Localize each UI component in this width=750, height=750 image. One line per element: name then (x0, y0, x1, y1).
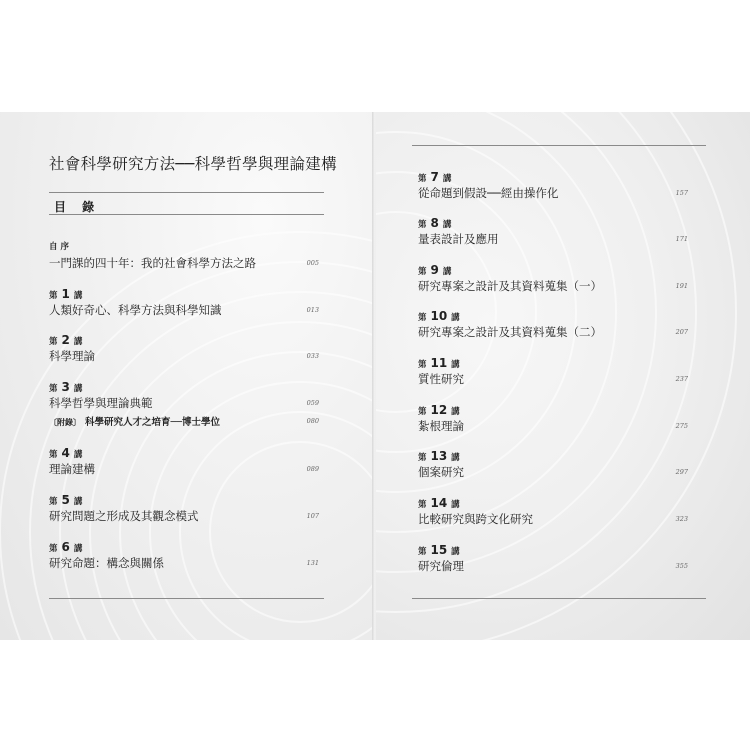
bottom-divider-right (412, 598, 706, 599)
toc-entry-lecture-9[interactable] (418, 263, 688, 295)
toc-row[interactable] (49, 301, 319, 319)
lecture-prefix: 第 (418, 407, 427, 417)
lecture-label (418, 356, 688, 370)
toc-entry-lecture-13[interactable] (418, 449, 688, 481)
lecture-prefix: 第 (49, 497, 58, 507)
toc-row-page: 323 (675, 515, 688, 523)
toc-entry-lecture-7[interactable] (418, 170, 688, 202)
lecture-label (418, 170, 688, 184)
toc-row[interactable] (49, 507, 319, 525)
toc-row[interactable] (418, 463, 688, 481)
book-title: 社會科學研究方法──科學哲學與理論建構 (49, 155, 337, 173)
lecture-suffix: 講 (451, 453, 460, 463)
lecture-number: 13 (430, 449, 448, 463)
lecture-label (49, 380, 319, 394)
toc-row-title: 研究問題之形成及其觀念模式 (49, 509, 199, 523)
lecture-label (418, 216, 688, 230)
lecture-prefix: 第 (418, 453, 427, 463)
toc-row-page: 297 (675, 468, 688, 476)
toc-row[interactable] (49, 254, 319, 272)
lecture-suffix: 講 (451, 500, 460, 510)
toc-row-page: 355 (675, 562, 688, 570)
toc-row-title: 一門課的四十年：我的社會科學方法之路 (49, 256, 256, 270)
toc-entry-lecture-10[interactable] (418, 309, 688, 341)
toc-entry-lecture-4[interactable] (49, 446, 319, 478)
lecture-suffix: 講 (442, 174, 452, 184)
toc-row-page: 059 (306, 399, 319, 407)
left-page (0, 112, 374, 640)
lecture-number: 11 (430, 356, 448, 370)
toc-row[interactable] (418, 370, 688, 388)
lecture-prefix: 第 (49, 450, 58, 460)
lecture-number: 5 (61, 493, 70, 507)
lecture-suffix: 講 (451, 313, 460, 323)
book-spread (0, 112, 750, 640)
toc-entry-lecture-14[interactable] (418, 496, 688, 528)
toc-row[interactable] (49, 347, 319, 365)
lecture-prefix: 第 (418, 174, 427, 184)
lecture-prefix: 第 (418, 360, 427, 370)
lecture-number: 15 (430, 543, 448, 557)
lecture-label (49, 333, 319, 347)
toc-entry-lecture-8[interactable] (418, 216, 688, 248)
lecture-prefix: 第 (49, 291, 58, 301)
lecture-prefix: 第 (49, 384, 58, 394)
lecture-number: 3 (61, 380, 70, 394)
toc-row[interactable] (418, 323, 688, 341)
lecture-number: 6 (61, 540, 70, 554)
lecture-suffix: 講 (73, 450, 83, 460)
lecture-suffix: 講 (451, 407, 460, 417)
toc-entry-lecture-2[interactable] (49, 333, 319, 365)
toc-row-title: 紮根理論 (418, 419, 464, 433)
toc-row-title: 研究命題：構念與關係 (49, 556, 164, 570)
lecture-prefix: 第 (418, 500, 427, 510)
toc-entry-lecture-11[interactable] (418, 356, 688, 388)
lecture-number: 8 (430, 216, 439, 230)
lecture-number: 4 (61, 446, 70, 460)
toc-row-page: 157 (675, 189, 688, 197)
toc-entry-lecture-15[interactable] (418, 543, 688, 575)
toc-row-title: 理論建構 (49, 462, 95, 476)
lecture-number: 9 (430, 263, 439, 277)
toc-entry-lecture-6[interactable] (49, 540, 319, 572)
toc-row[interactable] (418, 557, 688, 575)
preface-label: 自 序 (49, 242, 69, 252)
appendix-title: 科學研究人才之培育──博士學位 (85, 417, 220, 428)
toc-row-title: 個案研究 (418, 465, 464, 479)
lecture-label (49, 446, 319, 460)
toc-row[interactable] (418, 510, 688, 528)
toc-row-page: 005 (306, 259, 319, 267)
title-divider (49, 192, 324, 193)
lecture-prefix: 第 (418, 547, 427, 557)
toc-row-page: 131 (306, 559, 319, 567)
toc-row-title: 研究專案之設計及其資料蒐集（一） (418, 279, 602, 293)
lecture-label (49, 540, 319, 554)
toc-row-page: 013 (306, 306, 319, 314)
toc-heading: 目 錄 (54, 200, 101, 214)
toc-row[interactable] (49, 460, 319, 478)
lecture-suffix: 講 (73, 291, 83, 301)
toc-entry-preface[interactable] (49, 240, 319, 272)
lecture-label (49, 493, 319, 507)
lecture-number: 2 (61, 333, 70, 347)
toc-row-title: 科學理論 (49, 349, 95, 363)
lecture-number: 7 (430, 170, 439, 184)
lecture-label (418, 403, 688, 417)
lecture-prefix: 第 (49, 544, 58, 554)
toc-row-title: 量表設計及應用 (418, 232, 499, 246)
lecture-number: 1 (61, 287, 70, 301)
toc-row[interactable] (49, 554, 319, 572)
lecture-suffix: 講 (73, 497, 83, 507)
toc-row-appendix[interactable] (49, 412, 319, 430)
toc-row-page: 107 (306, 512, 319, 520)
lecture-label (418, 496, 688, 510)
toc-row[interactable] (49, 394, 319, 412)
lecture-label (418, 263, 688, 277)
toc-row-title: 質性研究 (418, 372, 464, 386)
lecture-suffix: 講 (442, 220, 452, 230)
toc-row-page: 080 (306, 417, 319, 425)
toc-row-page: 033 (306, 352, 319, 360)
lecture-prefix: 第 (418, 267, 427, 277)
toc-row-page: 171 (675, 235, 688, 243)
lecture-suffix: 講 (73, 337, 83, 347)
toc-entry-lecture-5[interactable] (49, 493, 319, 525)
toc-row-title: 研究倫理 (418, 559, 464, 573)
lecture-number: 12 (430, 403, 448, 417)
lecture-prefix: 第 (418, 313, 427, 323)
toc-row-page: 089 (306, 465, 319, 473)
toc-row-page: 207 (675, 328, 688, 336)
lecture-suffix: 講 (451, 547, 460, 557)
toc-row[interactable] (418, 277, 688, 295)
toc-row-page: 275 (675, 422, 688, 430)
lecture-suffix: 講 (451, 360, 460, 370)
lecture-label (49, 287, 319, 301)
toc-row-title: 比較研究與跨文化研究 (418, 512, 533, 526)
bottom-divider-left (49, 598, 324, 599)
toc-entry-lecture-3[interactable] (49, 380, 319, 430)
top-divider-right (412, 145, 706, 146)
toc-row-title: 科學哲學與理論典範 (49, 396, 153, 410)
lecture-label (418, 449, 688, 463)
toc-heading-divider (49, 214, 324, 215)
toc-entry-lecture-1[interactable] (49, 287, 319, 319)
lecture-prefix: 第 (418, 220, 427, 230)
appendix-tag: 〔附錄〕 (49, 418, 81, 427)
toc-row-page: 191 (675, 282, 688, 290)
toc-row-page: 237 (675, 375, 688, 383)
toc-row[interactable] (418, 230, 688, 248)
toc-entry-lecture-12[interactable] (418, 403, 688, 435)
lecture-suffix: 講 (73, 384, 83, 394)
lecture-number: 10 (430, 309, 448, 323)
lecture-number: 14 (430, 496, 448, 510)
lecture-suffix: 講 (73, 544, 83, 554)
lecture-label (418, 543, 688, 557)
toc-row-title: 研究專案之設計及其資料蒐集（二） (418, 325, 602, 339)
right-page (376, 112, 750, 640)
lecture-suffix: 講 (442, 267, 452, 277)
toc-row[interactable] (418, 184, 688, 202)
toc-row-title: 從命題到假設──經由操作化 (418, 186, 559, 200)
lecture-prefix: 第 (49, 337, 58, 347)
lecture-label (418, 309, 688, 323)
toc-row-title: 人類好奇心、科學方法與科學知識 (49, 303, 222, 317)
toc-row[interactable] (418, 417, 688, 435)
